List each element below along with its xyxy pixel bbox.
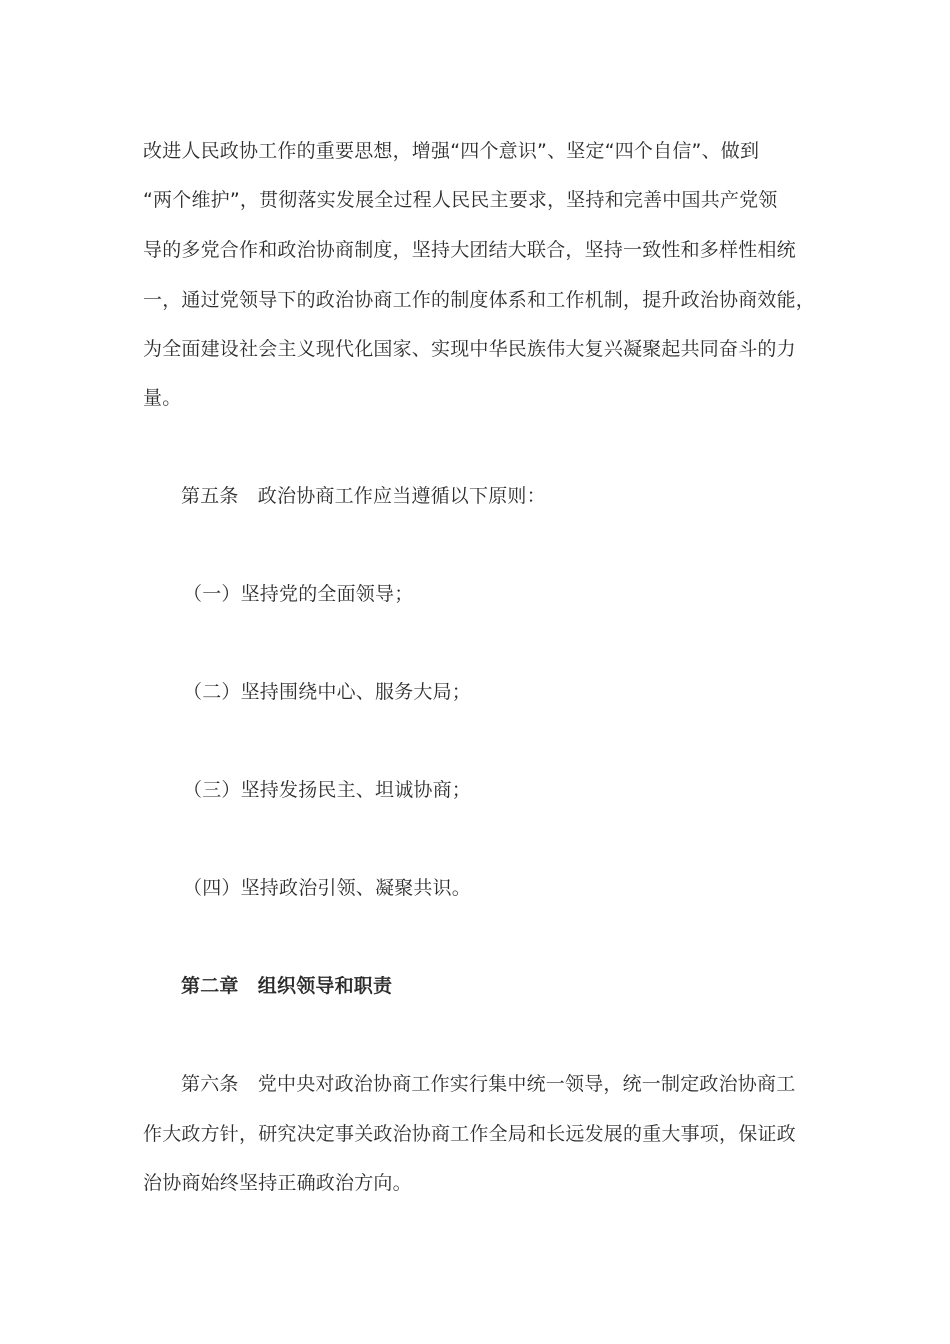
article-6-line: 第六条 党中央对政治协商工作实行集中统一领导，统一制定政治协商工 bbox=[181, 1073, 796, 1095]
paragraph-line: 改进人民政协工作的重要思想，增强“四个意识”、坚定“四个自信”、做到 bbox=[143, 140, 760, 162]
paragraph-line: “两个维护”，贯彻落实发展全过程人民民主要求，坚持和完善中国共产党领 bbox=[143, 189, 778, 211]
paragraph-line: 为全面建设社会主义现代化国家、实现中华民族伟大复兴凝聚起共同奋斗的力 bbox=[143, 338, 796, 360]
paragraph-line: 导的多党合作和政治协商制度，坚持大团结大联合，坚持一致性和多样性相统 bbox=[143, 239, 796, 261]
principle-item: （二）坚持围绕中心、服务大局； bbox=[183, 681, 472, 703]
article-6-line: 作大政方针，研究决定事关政治协商工作全局和长远发展的重大事项，保证政 bbox=[143, 1123, 796, 1145]
article-6-line: 治协商始终坚持正确政治方向。 bbox=[143, 1172, 412, 1194]
article-5-heading: 第五条 政治协商工作应当遵循以下原则： bbox=[181, 485, 546, 507]
principle-item: （一）坚持党的全面领导； bbox=[183, 583, 414, 605]
paragraph-line: 一，通过党领导下的政治协商工作的制度体系和工作机制，提升政治协商效能， bbox=[143, 289, 816, 311]
principle-item: （三）坚持发扬民主、坦诚协商； bbox=[183, 779, 472, 801]
principle-item: （四）坚持政治引领、凝聚共识。 bbox=[183, 877, 472, 899]
paragraph-line: 量。 bbox=[143, 387, 182, 409]
chapter-title: 第二章 组织领导和职责 bbox=[181, 975, 393, 997]
